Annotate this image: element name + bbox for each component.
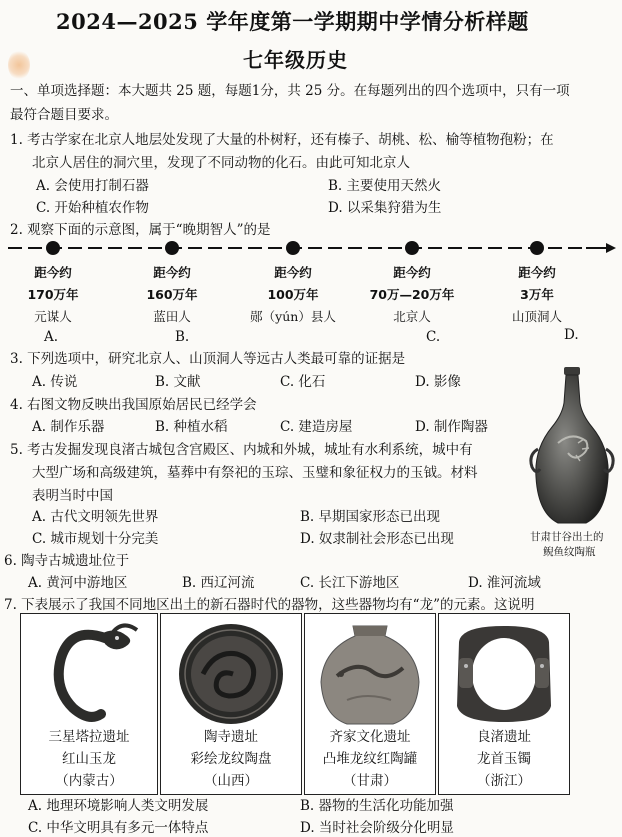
q6-option-a: A. 黄河中游地区 [28, 575, 128, 591]
timeline-option-b: B. [175, 329, 190, 345]
timeline-label-3: 距今约 [274, 265, 312, 280]
timeline-date-4: 70万—20万年 [369, 287, 455, 302]
q6-option-b: B. 西辽河流 [182, 575, 255, 591]
q4-stem: 4. 右图文物反映出我国原始居民已经学会 [10, 397, 257, 413]
timeline-node-2 [165, 241, 179, 255]
section-heading: 一、单项选择题：本大题共 25 题，每题1分，共 25 分。在每题列出的四个选项中，只有一项 [10, 83, 570, 99]
q6-option-c: C. 长江下游地区 [300, 575, 400, 591]
q5-option-a: A. 古代文明领先世界 [32, 509, 159, 525]
artifact-panel-4 [438, 613, 570, 795]
timeline-option-c: C. [426, 329, 441, 345]
q3-stem: 3. 下列选项中，研究北京人、山顶洞人等远古人类最可靠的证据是 [10, 351, 406, 367]
timeline-axis [0, 238, 622, 258]
artifact-panel-2 [160, 613, 302, 795]
q1-stem-cont: 北京人居住的洞穴里，发现了不同动物的化石。由此可知北京人 [32, 155, 410, 171]
q7-option-a: A. 地理环境影响人类文明发展 [28, 798, 209, 814]
q1-stem: 1. 考古学家在北京人地层处发现了大量的朴树籽，还有榛子、胡桃、松、榆等植物孢粉；在 [10, 132, 554, 148]
q5-option-b: B. 早期国家形态已出现 [300, 509, 441, 525]
q7-option-d: D. 当时社会阶级分化明显 [300, 820, 454, 836]
q3-option-b: B. 文献 [155, 374, 201, 390]
timeline-date-1: 170万年 [27, 287, 79, 302]
timeline-name-4: 北京人 [393, 309, 431, 324]
panel4-item: 龙首玉镯 [477, 751, 531, 767]
panel3-region: （甘肃） [343, 773, 397, 789]
q1-option-a: A. 会使用打制石器 [36, 178, 149, 194]
panel3-site: 齐家文化遗址 [329, 729, 411, 745]
timeline-date-5: 3万年 [520, 287, 554, 302]
panel4-site: 良渚遗址 [477, 729, 531, 745]
timeline-node-3 [286, 241, 300, 255]
timeline-name-3: 郧（yún）县人 [250, 309, 336, 324]
timeline-node-5 [530, 241, 544, 255]
dragon-plate-image [175, 620, 287, 728]
q7-stem: 7. 下表展示了我国不同地区出土的新石器时代的器物，这些器物均有“龙”的元素。这说明 [4, 597, 535, 613]
q4-option-d: D. 制作陶器 [415, 419, 488, 435]
timeline-label-4: 距今约 [393, 265, 431, 280]
timeline-name-2: 蓝田人 [153, 309, 191, 324]
artifact-caption-line2: 鲵鱼纹陶瓶 [543, 546, 596, 558]
panel2-region: （山西） [204, 773, 258, 789]
artifact-panel-1 [20, 613, 158, 795]
q4-option-c: C. 建造房屋 [280, 419, 353, 435]
q2-stem: 2. 观察下面的示意图，属于“晚期智人”的是 [10, 222, 271, 238]
page-subtitle: 七年级历史 [243, 48, 348, 72]
artifact-panel-3 [304, 613, 436, 795]
q1-option-c: C. 开始种植农作物 [36, 200, 149, 216]
timeline-date-3: 100万年 [267, 287, 319, 302]
jade-dragon-image [43, 622, 139, 726]
paper-smudge [8, 50, 30, 80]
panel3-item: 凸堆龙纹红陶罐 [322, 751, 418, 767]
q4-option-a: A. 制作乐器 [32, 419, 105, 435]
page-title: 2024—2025 学年度第一学期期中学情分析样题 [56, 9, 529, 34]
timeline-node-1 [46, 241, 60, 255]
q5-option-c: C. 城市规划十分完美 [32, 531, 159, 547]
q1-option-b: B. 主要使用天然火 [328, 178, 442, 194]
panel2-site: 陶寺遗址 [204, 729, 258, 745]
timeline-option-a: A. [44, 329, 59, 345]
timeline-label-5: 距今约 [518, 265, 556, 280]
q3-option-a: A. 传说 [32, 374, 78, 390]
q1-option-d: D. 以采集狩猎为生 [328, 200, 442, 216]
q6-option-d: D. 淮河流域 [468, 575, 541, 591]
q7-option-c: C. 中华文明具有多元一体特点 [28, 820, 209, 836]
q5-stem: 5. 考古发掘发现良渚古城包含宫殿区、内城和外城，城址有水利系统，城中有 [10, 442, 473, 458]
timeline-option-d: D. [564, 327, 579, 343]
panel1-site: 三星塔拉遗址 [48, 729, 130, 745]
timeline-date-2: 160万年 [146, 287, 198, 302]
panel1-item: 红山玉龙 [62, 751, 116, 767]
timeline-name-1: 元谋人 [34, 309, 72, 324]
jade-bracelet-image [451, 622, 557, 726]
artifact-caption-line1: 甘肃甘谷出土的 [530, 531, 604, 543]
timeline-label-1: 距今约 [34, 265, 72, 280]
panel1-region: （内蒙古） [55, 773, 123, 789]
section-heading-cont: 最符合题目要求。 [10, 107, 118, 123]
q5-stem-cont1: 大型广场和高级建筑，墓葬中有祭祀的玉琮、玉璧和象征权力的玉钺。材料 [32, 465, 478, 481]
q4-option-b: B. 种植水稻 [155, 419, 228, 435]
panel2-item: 彩绘龙纹陶盘 [190, 751, 272, 767]
timeline-name-5: 山顶洞人 [511, 309, 562, 324]
q5-option-d: D. 奴隶制社会形态已出现 [300, 531, 454, 547]
q3-option-d: D. 影像 [415, 374, 461, 390]
q7-option-b: B. 器物的生活化功能加强 [300, 798, 454, 814]
dragon-jar-image [317, 620, 423, 728]
timeline-label-2: 距今约 [153, 265, 191, 280]
q5-stem-cont2: 表明当时中国 [32, 488, 113, 504]
q3-option-c: C. 化石 [280, 374, 326, 390]
fish-pattern-vase-image [528, 365, 616, 527]
panel4-region: （浙江） [477, 773, 531, 789]
timeline-node-4 [405, 241, 419, 255]
q6-stem: 6. 陶寺古城遗址位于 [4, 553, 130, 569]
